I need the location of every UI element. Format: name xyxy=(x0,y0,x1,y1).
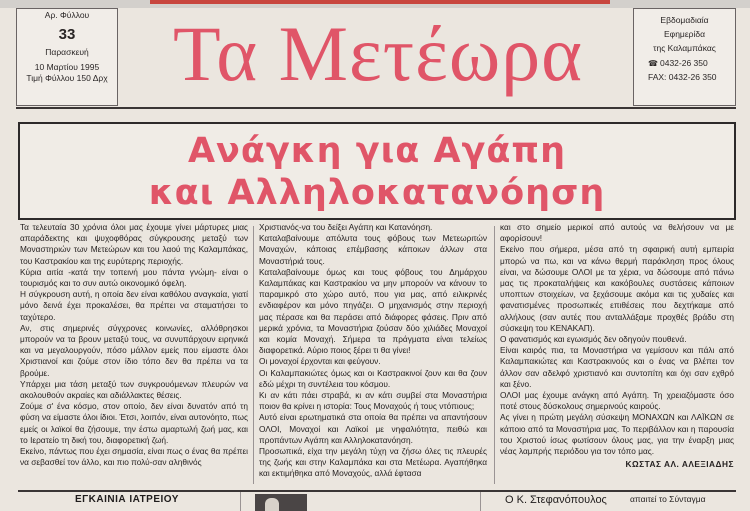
paragraph: Ο φανατισμός και εγωισμός δεν οδηγούν πουθενά. xyxy=(500,334,687,345)
publisher-line-weekly: Εβδομαδιαία xyxy=(660,15,709,25)
publisher-phone-number: 0432-26 350 xyxy=(660,57,708,68)
teaser-divider xyxy=(480,492,481,511)
article-body xyxy=(18,222,736,488)
headline-box xyxy=(18,122,736,220)
paragraph: Αυτό είναι ερωτηματικά στα οποία θα πρέπει να απαντήσουν ΟΛΟΙ, Μοναχοί και Λαϊκοί με νηφαλιότητα, πειθώ και προπάντων Αγάπη και Αλληλοκατανόηση. xyxy=(259,412,487,445)
headline xyxy=(20,130,734,214)
phone-icon: ☎ xyxy=(648,58,658,68)
issue-date: 10 Μαρτίου 1995 xyxy=(34,62,100,73)
paragraph: Καταλαβαίνουμε απόλυτα τους φόβους των Μετεωριτών Μοναχών, κάποιας επέμβασης κάποιων άλλων στα Μοναστήριά τους. xyxy=(259,233,487,266)
paragraph: Ζούμε σ' ένα κόσμο, στον οποίο, δεν είναι δυνατόν από τη φύση να είμαστε όλοι ίδιοι. Έτσι, λοιπόν, είναι αυτονόητο, πως εμείς οι λαϊκοί θα ζήσουμε, την έστω αμαρτωλή ζωή μας, και το Ιερατείο τη δική του, διαφορετική ζωή. xyxy=(20,401,248,445)
paragraph: Εκείνο που σήμερα, μέσα από τη σφαιρική αυτή εμπειρία μπορώ να πω, και να κάνω θερμή παράκληση προς όλους είναι, να δώσουμε ΟΛΟΙ με τα χέρια, να δώσουμε από πάνω μας τις προκαταλήψεις και κακόβουλες συστάσεις κάποιων υποπτων στοιχείων, να ξεχάσουμε ακόμα και τις χυδαίες και φανατισμένες προσωπικές επιθέσεις που δεχτήκαμε από αλλήλους (σαν αυτές που ανταλλάξαμε προχθές βράδυ στη σύσκεψη του ΚΕΝΑΚΑΠ). xyxy=(500,244,734,333)
paragraph: Είναι καιρός πια, τα Μοναστήρια να γεμίσουν και πάλι από Καλαμπακιώτες και Καστρακινούς και ο ένας να βλέπει τον άλλον σαν αδελφό χριστιανό και συντοπίτη και όχι σαν εχθρό και ξένο. xyxy=(500,345,734,389)
teaser-divider xyxy=(240,492,241,511)
footer-divider xyxy=(18,490,736,492)
paragraph: Τα τελευταία 30 χρόνια όλοι μας έχουμε γίνει μάρτυρες μιας απαράδεκτης και ψυχοφθόρας σύγκρουσης μεταξύ των Μοναστηριών των Μετεώρων και του λαού της Καλαμπάκας, του Καστρακίου και της ευρύτερης περιοχής. xyxy=(20,222,248,266)
publisher-phone xyxy=(634,58,735,69)
publisher-line-town: της Καλαμπάκας xyxy=(653,43,716,54)
teaser-stephanopoulos: Ο Κ. Στεφανόπουλος xyxy=(505,494,607,506)
paragraph: Υπάρχει μια τάση μεταξύ των συγκρουόμενων πλευρών να ακολουθούν ακραίες και αδιάλλακτες θέσεις. xyxy=(20,378,248,401)
column-divider xyxy=(253,226,254,484)
article-column-1 xyxy=(20,222,248,488)
issue-price: Τιμή Φύλλου 150 Δρχ xyxy=(26,72,108,83)
paragraph: Καταλαβαίνουμε όμως και τους φόβους του Δημάρχου Καλαμπάκας και Καστρακίου να μην μπορούν να κάνουν το παραμικρό στο χώρο αυτό, που για μας, από ειλικρινές ενδιαφέρον και μόνο πηγάζει. Ο μηχανισμός στην περιοχή μας πέρασε και θα περάσει από διάφορες φάσεις. Πριν από μερικά χρόνια, τα Μοναστήρια ζούσαν δύο χιλιάδες Μοναχοί και κομία Μοναχή. Σήμερα τα πράγματα είναι τελείως διαφορετικά. Αύριο ποιος ξέρει τι θα γίνει! xyxy=(259,266,487,356)
teaser-constitution: απαιτεί το Σύνταγμα xyxy=(630,494,706,504)
issue-number: 33 xyxy=(58,26,76,44)
paragraph: Χριστιανός-να του δείξει Αγάπη και Κατανόηση. xyxy=(259,222,433,232)
publisher-line-newspaper: Εφημερίδα xyxy=(664,29,705,40)
paragraph: Οι Καλαμπακιώτες όμως και οι Καστρακινοί ζουν και θα ζουν εδώ μέχρι τη συντέλεια του κόσμου. xyxy=(259,367,487,389)
paragraph: Αν, στις σημερινές σύγχρονες κοινωνίες, αλλόθρησκοι μπορούν να τα βρουν μεταξύ τους, να συνυπάρχουν ειρηνικά και να μεγαλουργούν, πόσο μάλλον εμείς που είμαστε όλοι Χριστιανοί και ζούμε στον ίδιο τόπο δεν θα πρέπει να τα βρούμε. xyxy=(20,322,248,378)
paragraph: ΟΛΟΙ μας έχουμε ανάγκη από Αγάπη. Τη χρειαζόμαστε όσο ποτέ στους δύσκολους σημερινούς καιρούς. xyxy=(500,390,734,412)
masthead-title: Τα Μετέωρα xyxy=(173,10,583,97)
paragraph: Ας γίνει η πρώτη μεγάλη σύσκεψη ΜΟΝΑΧΩΝ και ΛΑΪΚΩΝ σε κάποιο από τα Μοναστήρια μας. Το περιβάλλον και η παρουσία του Χριστού ίσως φωτίσουν όλους μας, για την έναρξη μιας νέας λαμπρής περιόδου για τον τόπο μας. xyxy=(500,412,734,457)
issue-info-box xyxy=(16,8,118,106)
article-author: ΚΩΣΤΑΣ ΑΛ. ΑΛΕΞΙΑΔΗΣ xyxy=(625,459,734,470)
article-column-3 xyxy=(500,222,734,488)
teaser-clinic-opening: ΕΓΚΑΙΝΙΑ ΙΑΤΡΕΙΟΥ xyxy=(75,494,179,505)
article-column-2 xyxy=(259,222,487,488)
paragraph: Κι αν κάτι πάει στραβά, κι αν κάτι συμβεί στα Μοναστήρια ποιον θα κρίνει η ιστορία: Τους Μοναχούς ή τους ντόπιους; xyxy=(259,390,487,412)
paragraph: Εκείνο, πάντως που έχει σημασία, είναι πως ο ένας θα πρέπει να σεβασθεί τον άλλο, και πιο πολύ-σαν αληθινός xyxy=(20,446,248,468)
paragraph: Προσωπικά, είχα την μεγάλη τύχη να ζήσω όλες τις πλευρές της ζωής και στην Καλαμπάκα και στα Μετέωρα. Αγαπήθηκα και εκτιμήθηκα από Μοναχούς, αλλά έφτασα xyxy=(259,446,487,479)
headline-line-2: και Αλληλοκατανόηση xyxy=(148,173,606,213)
headline-line-1: Ανάγκη για Αγάπη xyxy=(187,131,567,171)
paragraph: Κύρια αιτία -κατά την τοπεινή μου πάντα γνώμη- είναι ο τουρισμός και το συν αυτώ οικονομικό όφελη. xyxy=(20,266,248,289)
paragraph: και στο σημείο μερικοί από αυτούς να θελήσουν να με αφορίσουν! xyxy=(500,222,734,244)
portrait-photo-icon xyxy=(255,494,307,511)
issue-weekday: Παρασκευή xyxy=(45,47,89,58)
paragraph: Η σύγκρουση αυτή, η οποία δεν είναι καθόλου αναγκαία, γιατί μόνο δεινά έχει προκαλέσει, θα πρέπει να σταματήσει το ταχύτερο. xyxy=(20,289,248,322)
publisher-info-box xyxy=(633,8,736,106)
masthead-divider xyxy=(16,107,736,109)
sheet-label: Αρ. Φύλλου xyxy=(44,10,90,20)
paragraph: Οι μοναχοί έρχονται και φεύγουν. xyxy=(259,356,381,367)
publisher-fax: FAX: 0432-26 350 xyxy=(648,72,717,83)
column-divider xyxy=(494,226,495,484)
